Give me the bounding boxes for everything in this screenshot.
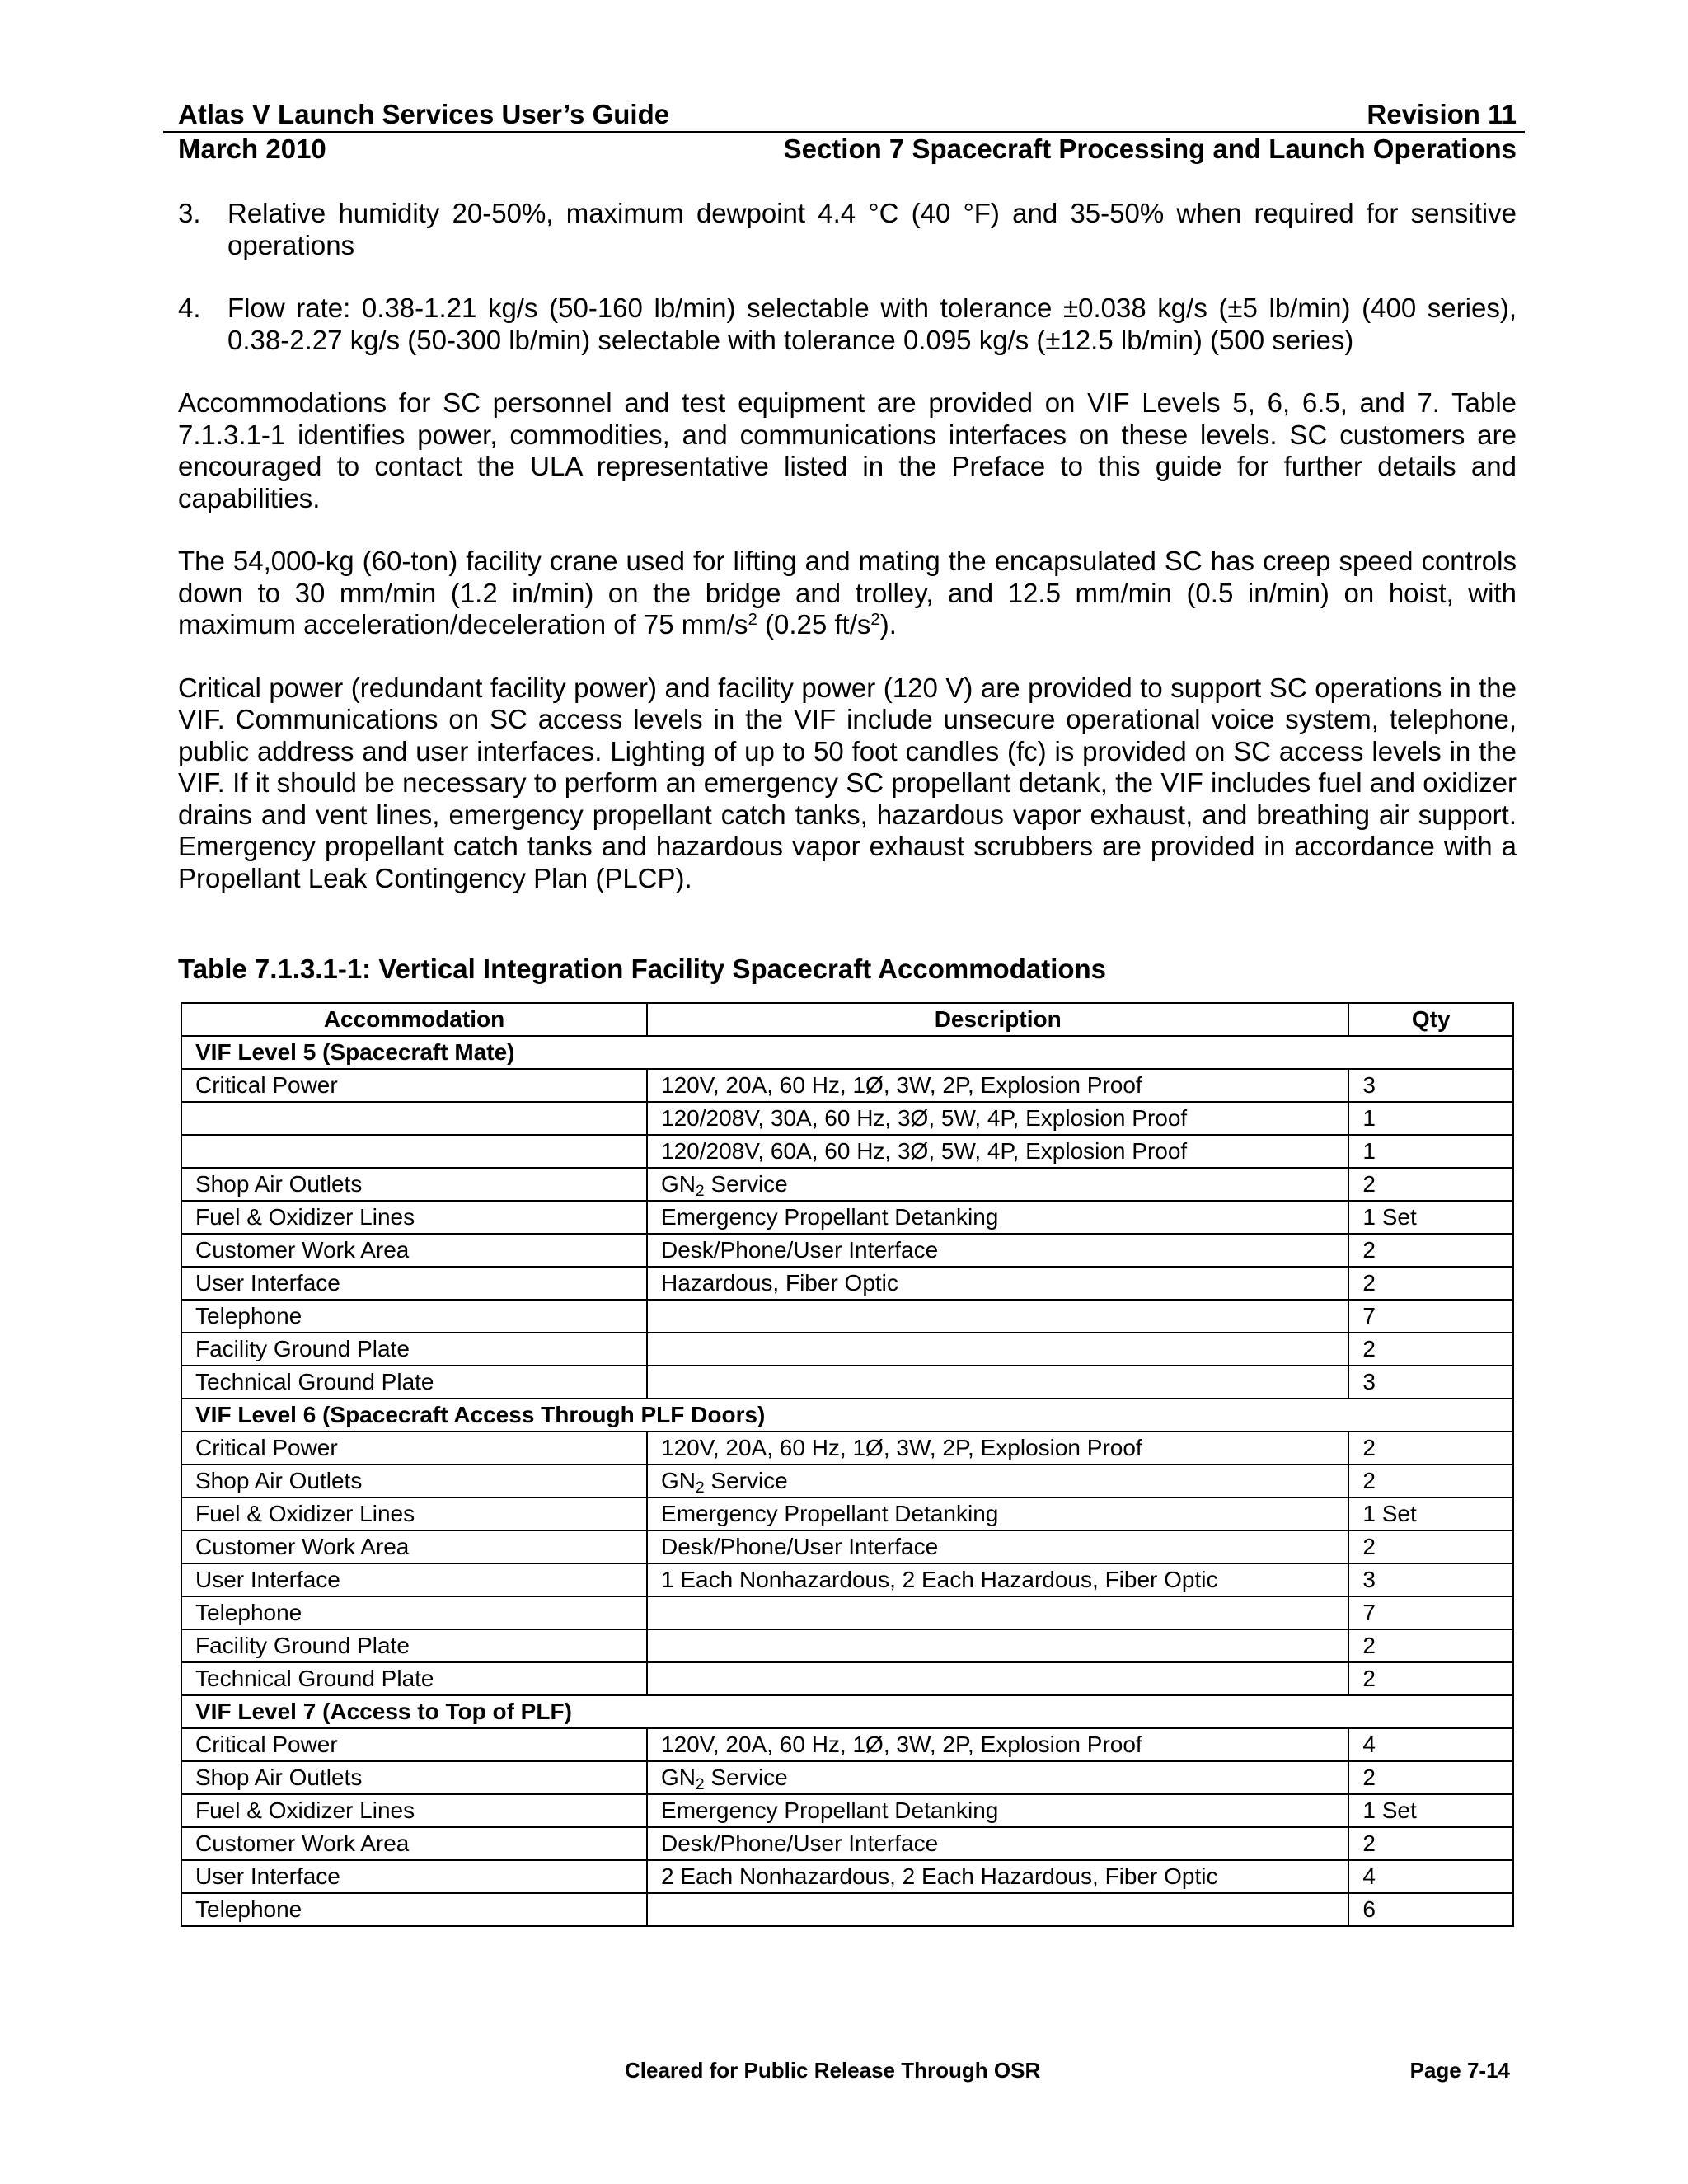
qty-cell: 2 xyxy=(1348,1333,1513,1366)
description-cell: $GN_2$ Service xyxy=(647,1761,1348,1794)
qty-cell: 4 xyxy=(1348,1860,1513,1893)
accommodation-cell: Fuel & Oxidizer Lines xyxy=(181,1497,647,1530)
section-title: Section 7 Spacecraft Processing and Launch Operations xyxy=(783,134,1517,164)
qty-cell: 2 xyxy=(1348,1267,1513,1300)
accommodation-cell: Telephone xyxy=(181,1300,647,1333)
header-row-1 xyxy=(178,99,1517,132)
column-header-description: Description xyxy=(647,1003,1348,1036)
qty-cell: 3 xyxy=(1348,1069,1513,1102)
qty-cell: 2 xyxy=(1348,1629,1513,1662)
section-title-cell: VIF Level 7 (Access to Top of PLF) xyxy=(181,1695,1513,1728)
accommodation-cell: Fuel & Oxidizer Lines xyxy=(181,1794,647,1827)
table-row xyxy=(181,1168,1513,1201)
qty-cell: 2 xyxy=(1348,1234,1513,1267)
accommodation-cell: Shop Air Outlets xyxy=(181,1761,647,1794)
description-cell xyxy=(647,1366,1348,1399)
description-cell: Emergency Propellant Detanking xyxy=(647,1794,1348,1827)
accommodation-cell: Customer Work Area xyxy=(181,1234,647,1267)
table-row xyxy=(181,1201,1513,1234)
qty-cell: 2 xyxy=(1348,1465,1513,1497)
column-header-accommodation: Accommodation xyxy=(181,1003,647,1036)
accommodation-cell: User Interface xyxy=(181,1563,647,1596)
description-cell xyxy=(647,1893,1348,1926)
table-row xyxy=(181,1728,1513,1761)
description-cell: Emergency Propellant Detanking xyxy=(647,1497,1348,1530)
table-row xyxy=(181,1234,1513,1267)
accommodation-cell: Technical Ground Plate xyxy=(181,1662,647,1695)
table-row xyxy=(181,1794,1513,1827)
qty-cell: 2 xyxy=(1348,1662,1513,1695)
table-row xyxy=(181,1662,1513,1695)
accommodation-cell: Critical Power xyxy=(181,1432,647,1465)
accommodation-cell: Telephone xyxy=(181,1893,647,1926)
accommodation-cell: Shop Air Outlets xyxy=(181,1465,647,1497)
table-row xyxy=(181,1827,1513,1860)
description-cell: 120V, 20A, 60 Hz, 1Ø, 3W, 2P, Explosion Proof xyxy=(647,1069,1348,1102)
table-row xyxy=(181,1069,1513,1102)
table-section-row xyxy=(181,1695,1513,1728)
table-row xyxy=(181,1497,1513,1530)
table-row xyxy=(181,1366,1513,1399)
table-section-row xyxy=(181,1036,1513,1069)
table-row xyxy=(181,1893,1513,1926)
table-row xyxy=(181,1596,1513,1629)
document-title: Atlas V Launch Services User’s Guide xyxy=(178,99,670,129)
table-row xyxy=(181,1860,1513,1893)
qty-cell: 1 Set xyxy=(1348,1794,1513,1827)
qty-cell: 2 xyxy=(1348,1827,1513,1860)
qty-cell: 3 xyxy=(1348,1366,1513,1399)
description-cell: 1 Each Nonhazardous, 2 Each Hazardous, Fiber Optic xyxy=(647,1563,1348,1596)
qty-cell: 1 xyxy=(1348,1135,1513,1168)
table-row xyxy=(181,1102,1513,1135)
section-title-cell: VIF Level 6 (Spacecraft Access Through PLF Doors) xyxy=(181,1399,1513,1432)
qty-cell: 1 Set xyxy=(1348,1201,1513,1234)
table-row xyxy=(181,1333,1513,1366)
table-row xyxy=(181,1465,1513,1497)
document-date: March 2010 xyxy=(178,134,326,164)
qty-cell: 2 xyxy=(1348,1168,1513,1201)
accommodations-table xyxy=(181,1002,1514,1927)
accommodation-cell xyxy=(181,1135,647,1168)
qty-cell: 1 Set xyxy=(1348,1497,1513,1530)
list-item xyxy=(178,293,1517,356)
accommodation-cell: Critical Power xyxy=(181,1069,647,1102)
description-cell: $GN_2$ Service xyxy=(647,1168,1348,1201)
table-row xyxy=(181,1530,1513,1563)
qty-cell: 1 xyxy=(1348,1102,1513,1135)
qty-cell: 6 xyxy=(1348,1893,1513,1926)
qty-cell: 4 xyxy=(1348,1728,1513,1761)
qty-cell: 7 xyxy=(1348,1596,1513,1629)
description-cell: 120/208V, 30A, 60 Hz, 3Ø, 5W, 4P, Explosion Proof xyxy=(647,1102,1348,1135)
list-number: 4. xyxy=(178,293,201,323)
description-cell xyxy=(647,1629,1348,1662)
accommodation-cell xyxy=(181,1102,647,1135)
description-cell: 120/208V, 60A, 60 Hz, 3Ø, 5W, 4P, Explosion Proof xyxy=(647,1135,1348,1168)
accommodation-cell: Customer Work Area xyxy=(181,1530,647,1563)
description-cell: 120V, 20A, 60 Hz, 1Ø, 3W, 2P, Explosion Proof xyxy=(647,1432,1348,1465)
description-cell: Emergency Propellant Detanking xyxy=(647,1201,1348,1234)
description-cell: 2 Each Nonhazardous, 2 Each Hazardous, Fiber Optic xyxy=(647,1860,1348,1893)
list-text: Relative humidity 20-50%, maximum dewpoint 4.4 °C (40 °F) and 35-50% when required for sensitive operations xyxy=(227,198,1517,260)
table-row xyxy=(181,1563,1513,1596)
list-text: Flow rate: 0.38-1.21 kg/s (50-160 lb/min) selectable with tolerance ±0.038 kg/s (±5 lb/min) (400 series), 0.38-2.27 kg/s (50-300 lb/min) selectable with tolerance 0.095 kg/s (±12.5 lb/min) (500 series) xyxy=(227,293,1517,355)
accommodation-cell: Facility Ground Plate xyxy=(181,1629,647,1662)
accommodation-cell: Facility Ground Plate xyxy=(181,1333,647,1366)
table-header-row xyxy=(181,1003,1513,1036)
qty-cell: 2 xyxy=(1348,1530,1513,1563)
table-row xyxy=(181,1432,1513,1465)
table-row xyxy=(181,1135,1513,1168)
description-cell: Desk/Phone/User Interface xyxy=(647,1234,1348,1267)
list-item xyxy=(178,198,1517,261)
accommodation-cell: User Interface xyxy=(181,1860,647,1893)
accommodation-cell: Telephone xyxy=(181,1596,647,1629)
table-row xyxy=(181,1300,1513,1333)
footer-page-number: Page 7-14 xyxy=(1409,2058,1510,2083)
description-cell xyxy=(647,1662,1348,1695)
table-row xyxy=(181,1267,1513,1300)
accommodation-cell: Critical Power xyxy=(181,1728,647,1761)
description-cell: Hazardous, Fiber Optic xyxy=(647,1267,1348,1300)
accommodation-cell: Technical Ground Plate xyxy=(181,1366,647,1399)
revision-label: Revision 11 xyxy=(1367,99,1517,129)
footer-release: Cleared for Public Release Through OSR xyxy=(625,2058,1041,2083)
paragraph-accommodations: Accommodations for SC personnel and test equipment are provided on VIF Levels 5, 6, 6.5, and 7. Table 7.1.3.1-1 identifies power, commodities, and communications interfaces on these levels. SC customers are encouraged to contact the ULA representative listed in the Preface to this guide for further details and capabilities. xyxy=(178,387,1517,513)
header-row-2 xyxy=(178,134,1517,166)
accommodation-cell: Customer Work Area xyxy=(181,1827,647,1860)
description-cell: 120V, 20A, 60 Hz, 1Ø, 3W, 2P, Explosion Proof xyxy=(647,1728,1348,1761)
list-number: 3. xyxy=(178,198,201,228)
table-section-row xyxy=(181,1399,1513,1432)
accommodation-cell: Shop Air Outlets xyxy=(181,1168,647,1201)
qty-cell: 3 xyxy=(1348,1563,1513,1596)
paragraph-crane: The 54,000-kg (60-ton) facility crane used for lifting and mating the encapsulated SC has creep speed controls down to 30 mm/min (1.2 in/min) on the bridge and trolley, and 12.5 mm/min (0.5 in/min) on hoist, with maximum acceleration/deceleration of 75 $mm/s^2$ (0.25 $ft/s^2$). xyxy=(178,546,1517,640)
description-cell: Desk/Phone/User Interface xyxy=(647,1530,1348,1563)
paragraph-critical-power: Critical power (redundant facility power) and facility power (120 V) are provided to support SC operations in the VIF. Communications on SC access levels in the VIF include unsecure operational voice system, telephone, public address and user interfaces. Lighting of up to 50 foot candles (fc) is provided on SC access levels in the VIF. If it should be necessary to perform an emergency SC propellant detank, the VIF includes fuel and oxidizer drains and vent lines, emergency propellant catch tanks, hazardous vapor exhaust, and breathing air support. Emergency propellant catch tanks and hazardous vapor exhaust scrubbers are provided in accordance with a Propellant Leak Contingency Plan (PLCP). xyxy=(178,672,1517,893)
description-cell xyxy=(647,1596,1348,1629)
table-row xyxy=(181,1629,1513,1662)
description-cell: Desk/Phone/User Interface xyxy=(647,1827,1348,1860)
column-header-qty: Qty xyxy=(1348,1003,1513,1036)
qty-cell: 7 xyxy=(1348,1300,1513,1333)
description-cell: $GN_2$ Service xyxy=(647,1465,1348,1497)
section-title-cell: VIF Level 5 (Spacecraft Mate) xyxy=(181,1036,1513,1069)
description-cell xyxy=(647,1300,1348,1333)
description-cell xyxy=(647,1333,1348,1366)
header-rule xyxy=(163,131,1525,133)
table-row xyxy=(181,1761,1513,1794)
qty-cell: 2 xyxy=(1348,1761,1513,1794)
qty-cell: 2 xyxy=(1348,1432,1513,1465)
body-text xyxy=(178,198,1517,926)
accommodation-cell: Fuel & Oxidizer Lines xyxy=(181,1201,647,1234)
accommodation-cell: User Interface xyxy=(181,1267,647,1300)
table-caption: Table 7.1.3.1-1: Vertical Integration Facility Spacecraft Accommodations xyxy=(178,954,1107,984)
